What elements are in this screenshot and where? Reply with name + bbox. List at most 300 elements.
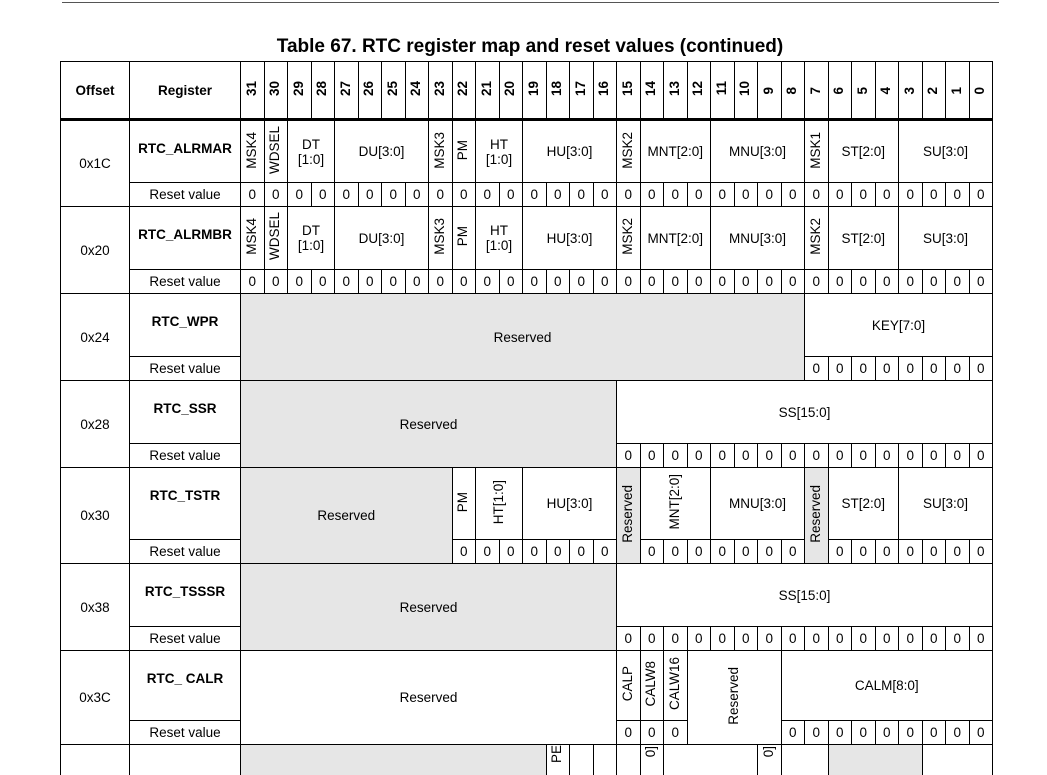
reset-bit: 0 [523,183,547,207]
reset-bit: 0 [922,721,946,745]
header-bit [617,62,641,120]
reset-bit: 0 [476,183,500,207]
reset-bit: 0 [758,540,782,564]
field-label: 16 [596,80,612,97]
reset-bit: 0 [781,270,805,294]
reset-bit: 0 [593,183,617,207]
reset-bit: 0 [805,270,829,294]
field-label: 15 [619,80,635,97]
reset-bit: 0 [734,627,758,651]
field-label: 9 [760,86,776,95]
header-bit [640,62,664,120]
field-label: 29 [290,80,306,97]
reset-bit: 0 [382,183,406,207]
field-label: MSK1 [807,131,823,169]
reset-bit: 0 [899,270,923,294]
reset-bit: 0 [946,444,970,468]
reserved-field [805,468,829,564]
header-bit [264,62,288,120]
bit-field [476,468,523,540]
register-name: RTC_WPR [130,294,241,357]
cell [61,745,130,775]
reset-bit: 0 [476,270,500,294]
reset-bit: 0 [687,540,711,564]
bit-field: SU[3:0] [899,120,993,183]
reset-bit: 0 [899,357,923,381]
reset-bit: 0 [593,540,617,564]
field-label: CALW8 [643,661,659,707]
field-label: 5 [854,86,870,95]
header-bit [922,62,946,120]
bit-field: CALM[8:0] [781,651,993,721]
reset-bit: 0 [734,270,758,294]
reset-label: Reset value [130,183,241,207]
reset-bit: 0 [899,721,923,745]
reset-bit: 0 [405,270,429,294]
bit-field: ST[2:0] [828,120,899,183]
bit-field [452,207,476,270]
reserved-field [828,745,922,775]
field-label: MNT[2:0] [666,474,682,530]
reset-bit: 0 [358,183,382,207]
reset-bit: 0 [875,444,899,468]
register-offset: 0x24 [61,294,130,381]
field-label: WDSEL [267,125,283,174]
register-fields-row [61,564,993,627]
field-label: 28 [314,80,330,97]
reset-bit: 0 [311,270,335,294]
reset-bit: 0 [946,270,970,294]
register-fields-row [61,120,993,183]
reset-bit: 0 [405,183,429,207]
bit-field [664,651,688,721]
reset-bit: 0 [922,357,946,381]
field-label: 1 [948,86,964,95]
field-label: 22 [455,80,471,97]
reset-bit: 0 [711,183,735,207]
reset-bit: 0 [311,183,335,207]
field-label: 26 [361,80,377,97]
reset-bit: 0 [758,444,782,468]
field-label: PM [455,226,471,247]
reset-bit: 0 [241,183,265,207]
bit-field [758,745,782,775]
reset-bit: 0 [711,270,735,294]
register-offset: 0x1C [61,120,130,207]
field-label: 11 [713,81,729,96]
reset-bit: 0 [734,183,758,207]
reset-bit: 0 [617,627,641,651]
reset-bit: 0 [922,444,946,468]
bit-field [593,745,617,775]
reset-value-row [61,270,993,294]
reset-bit: 0 [640,270,664,294]
field-label: 20 [502,80,518,97]
reset-bit: 0 [546,183,570,207]
table-caption: Table 67. RTC register map and reset values (continued) [276,36,784,57]
bit-field: SS[15:0] [617,381,993,444]
reset-bit: 0 [875,357,899,381]
field-label: 12 [690,80,706,97]
reset-bit: 0 [969,627,993,651]
field-label: CALW16 [666,657,682,711]
reset-bit: 0 [781,540,805,564]
header-bit [593,62,617,120]
reserved-field: Reserved [241,564,617,651]
bit-field: HU[3:0] [523,120,617,183]
reset-bit: 0 [617,444,641,468]
reset-bit: 0 [617,721,641,745]
reset-bit: 0 [852,540,876,564]
reset-bit: 0 [593,270,617,294]
reset-bit: 0 [429,270,453,294]
header-bit [734,62,758,120]
register-fields-row [61,651,993,721]
reset-value-row [61,540,993,564]
bit-field [640,468,711,540]
reset-bit: 0 [499,540,523,564]
header-bit [875,62,899,120]
reset-bit: 0 [570,540,594,564]
bit-field [640,745,664,775]
reset-bit: 0 [734,444,758,468]
reset-bit: 0 [875,721,899,745]
reset-bit: 0 [687,183,711,207]
reset-bit: 0 [875,183,899,207]
field-label: PM [455,139,471,161]
reset-bit: 0 [264,270,288,294]
reset-bit: 0 [640,721,664,745]
bit-field [241,120,265,183]
register-offset: 0x28 [61,381,130,468]
header-bit [499,62,523,120]
register-offset: 0x38 [61,564,130,651]
register-name: RTC_SSR [130,381,241,444]
reset-bit: 0 [781,444,805,468]
field-label: MSK2 [619,218,635,255]
field-label: 17 [572,80,588,97]
header-bit [758,62,782,120]
header-bit [805,62,829,120]
reset-label: Reset value [130,627,241,651]
reset-bit: 0 [499,183,523,207]
reset-bit: 0 [969,721,993,745]
reset-bit: 0 [523,270,547,294]
reset-bit: 0 [875,270,899,294]
header-bit [382,62,406,120]
reset-bit: 0 [711,540,735,564]
bit-field: DT [1:0] [288,120,335,183]
bit-field: Reserved [241,651,617,745]
reset-bit: 0 [476,540,500,564]
reset-bit: 0 [828,183,852,207]
field-label: 7 [807,86,823,95]
reset-bit: 0 [640,540,664,564]
header-bit [969,62,993,120]
register-map-table [60,61,993,775]
reset-bit: 0 [922,183,946,207]
reset-bit: 0 [969,540,993,564]
top-rule [62,2,999,3]
bit-field: HU[3:0] [523,468,617,540]
bit-field [429,207,453,270]
header-register: Register [130,62,241,120]
bit-field [264,207,288,270]
reset-bit: 0 [335,183,359,207]
reset-bit: 0 [969,183,993,207]
header-bit [335,62,359,120]
header-bit [899,62,923,120]
field-label: 24 [408,80,424,97]
bit-field: MNT[2:0] [640,120,711,183]
bit-field: ST[2:0] [828,207,899,270]
reset-bit: 0 [922,270,946,294]
reset-label: Reset value [130,270,241,294]
reset-bit: 0 [570,183,594,207]
reset-bit: 0 [758,627,782,651]
reset-bit: 0 [264,183,288,207]
bit-field [687,651,781,745]
reset-bit: 0 [805,183,829,207]
bit-field [546,745,570,775]
register-offset: 0x3C [61,651,130,745]
field-label: 0] [643,745,659,757]
reset-value-row [61,183,993,207]
reset-bit: 0 [946,627,970,651]
bit-field [805,120,829,183]
bit-field: DU[3:0] [335,120,429,183]
bit-field [570,745,594,775]
field-label: 18 [549,80,565,97]
reset-bit: 0 [875,540,899,564]
reset-bit: 0 [946,183,970,207]
bit-field [922,745,993,775]
register-fields-row [61,294,993,357]
reset-bit: 0 [382,270,406,294]
header-bit [828,62,852,120]
field-label: Reserved [619,485,635,543]
reset-bit: 0 [664,270,688,294]
field-label: 3 [901,86,917,95]
bit-field: ST[2:0] [828,468,899,540]
reset-bit: 0 [922,627,946,651]
bit-field: SU[3:0] [899,207,993,270]
reset-bit: 0 [758,183,782,207]
bit-field [429,120,453,183]
field-label: PE [549,745,565,764]
field-label: 19 [525,80,541,97]
bit-field [617,120,641,183]
bit-field [640,651,664,721]
header-bit [288,62,312,120]
field-label: 30 [267,80,283,97]
header-offset: Offset [61,62,130,120]
bit-field [452,468,476,540]
header-bit [311,62,335,120]
reset-bit: 0 [711,627,735,651]
field-label: 21 [478,80,494,97]
reset-bit: 0 [687,627,711,651]
reserved-field [241,745,547,775]
reset-bit: 0 [288,183,312,207]
reset-bit: 0 [452,540,476,564]
field-label: 10 [737,80,753,97]
header-bit [476,62,500,120]
reset-bit: 0 [946,357,970,381]
field-label: 0 [972,86,988,95]
reset-bit: 0 [969,270,993,294]
bit-field: HT [1:0] [476,207,523,270]
bit-field: SS[15:0] [617,564,993,627]
reset-bit: 0 [734,540,758,564]
header-bit [405,62,429,120]
register-name: RTC_TSTR [130,468,241,540]
reset-label: Reset value [130,357,241,381]
reset-label: Reset value [130,721,241,745]
field-label: MSK4 [243,131,259,169]
field-label: MSK2 [807,218,823,255]
header-bit [241,62,265,120]
header-bit [429,62,453,120]
bit-field: DU[3:0] [335,207,429,270]
bit-field [617,745,641,775]
bit-field [241,207,265,270]
header-bit [852,62,876,120]
reset-bit: 0 [664,721,688,745]
reserved-field: Reserved [241,294,805,381]
register-offset: 0x30 [61,468,130,564]
bit-field: MNU[3:0] [711,120,805,183]
header-bit [570,62,594,120]
reset-bit: 0 [687,444,711,468]
reset-bit: 0 [781,721,805,745]
reset-bit: 0 [852,270,876,294]
reset-bit: 0 [922,540,946,564]
reserved-field: Reserved [241,468,453,564]
bit-field [781,745,828,775]
register-name: RTC_TSSSR [130,564,241,627]
register-offset: 0x20 [61,207,130,294]
field-label: 25 [384,80,400,97]
field-label: 27 [337,80,353,97]
register-name: RTC_ CALR [130,651,241,721]
reset-bit: 0 [852,444,876,468]
field-label: Reserved [725,667,741,725]
reset-bit: 0 [664,540,688,564]
reset-bit: 0 [828,627,852,651]
reset-bit: 0 [969,444,993,468]
reset-bit: 0 [875,627,899,651]
register-fields-row [61,468,993,540]
bit-field: MNT[2:0] [640,207,711,270]
reset-bit: 0 [617,183,641,207]
header-bit [781,62,805,120]
field-label: 8 [784,86,800,95]
reset-bit: 0 [828,540,852,564]
bit-field [452,120,476,183]
reset-bit: 0 [429,183,453,207]
field-label: PM [455,491,471,513]
reset-bit: 0 [805,721,829,745]
bit-field [664,745,758,775]
reset-bit: 0 [969,357,993,381]
reset-bit: 0 [805,444,829,468]
reset-bit: 0 [852,721,876,745]
field-label: CALP [619,666,635,702]
reset-bit: 0 [828,721,852,745]
field-label: HT[1:0] [490,479,506,525]
reset-bit: 0 [899,444,923,468]
reset-bit: 0 [358,270,382,294]
reset-bit: 0 [452,183,476,207]
reset-bit: 0 [640,444,664,468]
bit-field: HT [1:0] [476,120,523,183]
register-fields-row [61,381,993,444]
field-label: 0] [760,745,776,757]
reset-bit: 0 [781,183,805,207]
header-bit [523,62,547,120]
reset-bit: 0 [523,540,547,564]
field-label: 4 [878,86,894,95]
register-name: RTC_ALRMBR [130,207,241,270]
reset-bit: 0 [828,357,852,381]
reset-bit: 0 [852,357,876,381]
reset-bit: 0 [805,357,829,381]
reset-bit: 0 [805,627,829,651]
field-label: MSK4 [243,218,259,255]
reset-bit: 0 [664,183,688,207]
header-bit [664,62,688,120]
register-fields-row [61,207,993,270]
reset-bit: 0 [687,270,711,294]
field-label: MSK3 [431,218,447,255]
reset-bit: 0 [335,270,359,294]
field-label: 23 [431,80,447,97]
header-bit [946,62,970,120]
bit-field [805,207,829,270]
header-row [61,62,993,120]
header-bit [687,62,711,120]
reset-bit: 0 [781,627,805,651]
bit-field: DT [1:0] [288,207,335,270]
reset-bit: 0 [664,627,688,651]
reset-bit: 0 [828,444,852,468]
reserved-field [617,468,641,564]
field-label: MSK2 [619,131,635,169]
reset-bit: 0 [241,270,265,294]
reset-bit: 0 [899,627,923,651]
reset-bit: 0 [899,540,923,564]
reset-bit: 0 [570,270,594,294]
bit-field [617,207,641,270]
header-bit [546,62,570,120]
reset-bit: 0 [499,270,523,294]
field-label: Reserved [807,485,823,543]
reset-bit: 0 [640,627,664,651]
reset-bit: 0 [664,444,688,468]
field-label: 31 [243,80,259,97]
reset-label: Reset value [130,540,241,564]
reset-bit: 0 [946,540,970,564]
bit-field: MNU[3:0] [711,468,805,540]
bit-field [264,120,288,183]
reset-bit: 0 [711,444,735,468]
reset-bit: 0 [852,183,876,207]
bit-field: KEY[7:0] [805,294,993,357]
field-label: 2 [925,86,941,95]
reset-bit: 0 [899,183,923,207]
field-label: 14 [643,80,659,97]
